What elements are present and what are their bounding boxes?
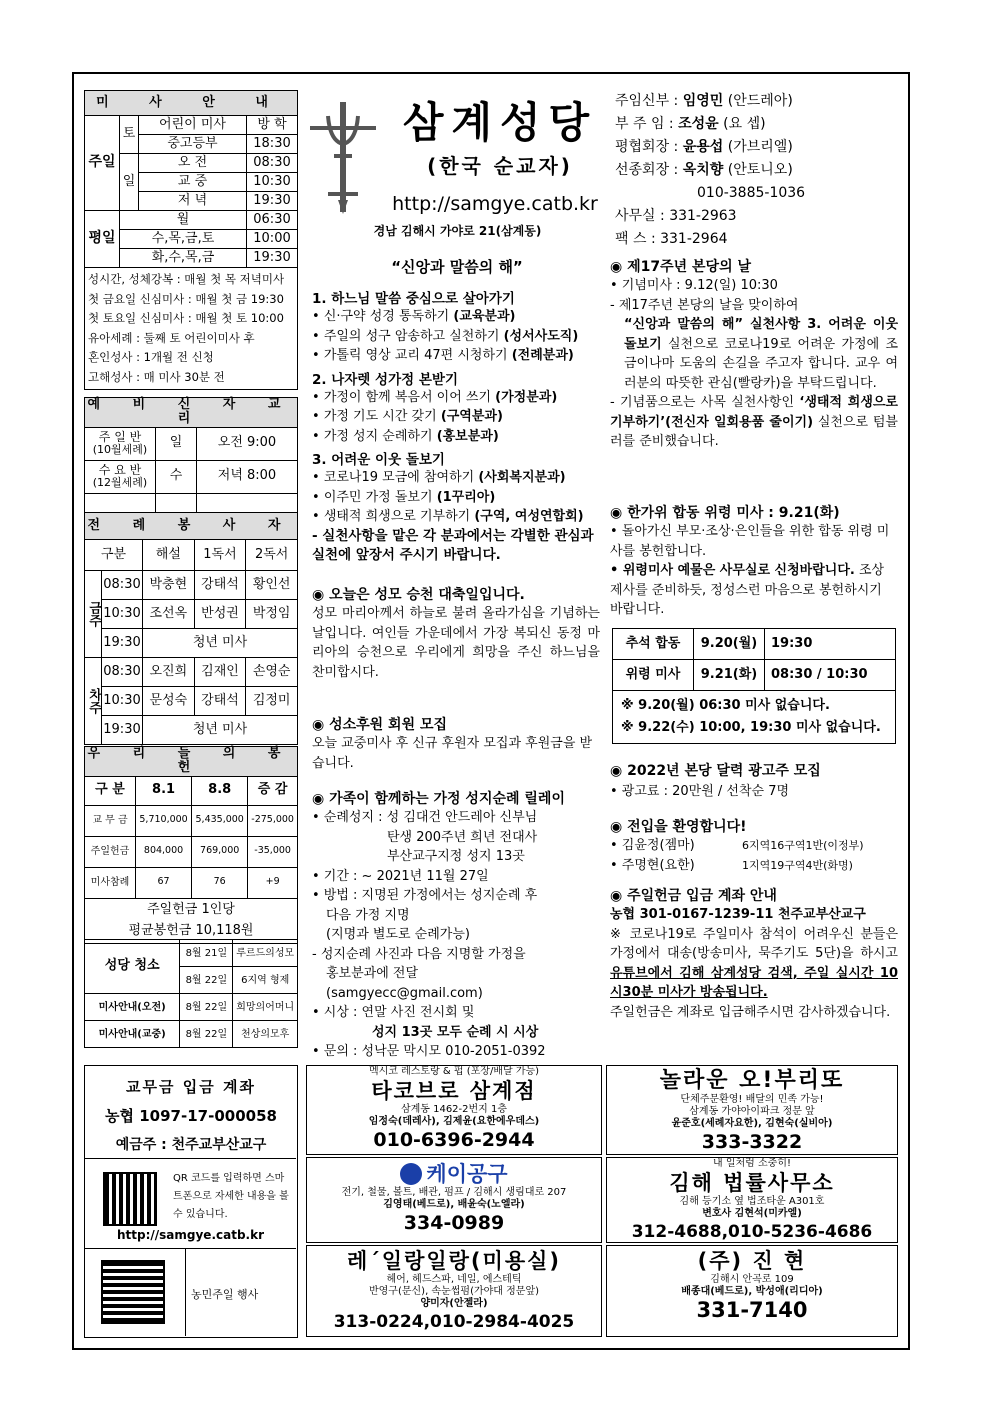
staff-row: 주임신부 : 임영민 (안드레아) (615, 93, 793, 109)
chuseok-section: ◉ 한가위 합동 위령 미사 : 9.21(화) • 돌아가신 부모·조상·은인들을 위한 합동 위령 미사를 봉헌합니다. • 위령미사 예물은 사무실로 신청바랍니다. 조상 제사를 준비하듯, 정성스런 마음으로 봉헌하시기 바랍니다. (610, 505, 890, 617)
qr2-text: 농민주일 행사 (191, 1288, 259, 1301)
leader-phone: 010-3885-1036 (697, 185, 806, 201)
ad-ylang: 레´일랑일랑(미용실) 헤어, 헤드스파, 네일, 에스테틱 반영구(문신), 속눈썹펌(가야대 정문앞) 양미자(안젤라) 313-0224,010-2984-4025 (306, 1245, 602, 1337)
fax: 팩 스 : 331-2964 (615, 231, 728, 247)
welcome-section: ◉ 전입을 환영합니다! • 김윤정(젬마) 6지역16구역1반(이정부) • 주명현(요한) 1지역19구역4반(화명) (610, 819, 864, 873)
church-subtitle: (한국 순교자) (427, 154, 573, 178)
sponsor-section: ◉ 성소후원 회원 모집 오늘 교중미사 후 신규 후원자 모집과 후원금을 받습니다. (312, 717, 593, 771)
ad-keigonggu: 케이공구 전기, 철물, 볼트, 배관, 펌프 / 김해시 생림대로 207 김영태(베드로), 배윤숙(노엘라) 334-0989 (306, 1157, 602, 1243)
calendar-section: ◉ 2022년 본당 달력 광고주 모집 • 광고료 : 20만원 / 선착순 7명 (610, 763, 821, 799)
church-address: 경남 김해시 가야로 21(삼계동) (373, 224, 542, 238)
pilgrimage-section: ◉ 가족이 함께하는 가정 성지순례 릴레이 • 순례성지 : 성 김대건 안드레아 신부님 탄생 200주년 희년 전대사 부산교구지정 성지 13곳 • 기간 : ~ 2021년 11월 27일 • 방법 : 지명된 가정에서는 성지순례 후 다음 가정 지명 (지명과 별도로 순례가능) - 성지순례 사진과 다음 지명할 가정을 홍보분과에 전달 (samgyecc@gmail.com) • 시상 : 연말 사진 전시회 및 성지 13곳 모두 순례 시 시상 • 문의 : 성낙문 막시모 010-2051-0392 (312, 791, 565, 1059)
qr-code-2-icon[interactable] (103, 1262, 163, 1322)
donation-holder: 예금주 : 천주교부산교구 (115, 1137, 267, 1153)
staff-row: 평협회장 : 윤용섭 (가브리엘) (615, 139, 793, 155)
mass-schedule-table: 미 사 안 내 주일 토 어린이 미사 방 학 중고등부 18:30 일 오 전 08:30 교 중 10:30 저 녁 19:30 평일 월 06:30 수,목,금,토 10:00 화,수,목,금 19:30 성시간, 성체강복 : 매월 첫 목 저녁미사 첫 금요일 신심미사 : 매월 첫 금 19:30 첫 토요일 신심미사 : 매월 첫 토 10:00 유아세례 : 둘째 토 어린이미사 후 혼인성사 : 1개월 전 신청 고해성사 : 매 미사 30분 전 (84, 90, 298, 390)
mass-title: 미 사 안 내 (85, 91, 298, 116)
catechumen-table: 예 비 신 자 교 리 주 일 반 (10월세례) 일 오전 9:00 수 요 반 (12월세례) 수 저녁 8:00 (84, 397, 298, 521)
staff-row: 부 주 임 : 조성윤 (요 셉) (615, 116, 766, 132)
qr-url: http://samgye.catb.kr (116, 1228, 265, 1242)
donation-box (84, 1065, 298, 1338)
ad-jinhyun: (주) 진 현 김해시 안곡로 109 배종대(베드로), 박성애(리디아) 331-7140 (606, 1245, 898, 1337)
cross-logo-icon (308, 96, 378, 216)
assumption-section: ◉ 오늘은 성모 승천 대축일입니다. 성모 마리아께서 하늘로 불려 올라가심을 기념하는 날입니다. 여인들 가운데에서 가장 복되신 동정 마리아의 승천으로 우리에게 희망을 주신 하느님을 찬미합시다. (312, 587, 600, 680)
ad-law-office: 내 일처럼 소중히! 김해 법률사무소 김해 등기소 옆 법조타운 A301호 변호사 김현석(미카엘) 312-4688,010-5236-4686 (606, 1157, 898, 1243)
donation-account: 농협 1097-17-000058 (105, 1107, 277, 1125)
cleaning-table: 성당 청소 8월 21일 루르드의성모 8월 22일 6지역 형제 미사안내(오전) 8월 22일 희망의어머니 미사안내(교중) 8월 22일 천상의모후 (84, 939, 298, 1048)
ad-burrito: 놀라운 오!부리또 단체주문환영! 배달의 민족 가능! 삼계동 가야아이파크 정문 앞 윤준호(세례자요한), 김현숙(실비아) 333-3322 (606, 1065, 898, 1155)
anniversary-section: ◉ 제17주년 본당의 날 • 기념미사 : 9.12(일) 10:30 - 제17주년 본당의 날을 맞이하여 “신앙과 말씀의 해” 실천사항 3. 어려운 이웃 돌보기 실천으로 코로나19로 어려운 가정에 조금이나마 도움의 손길을 주고자 합니다. 교우 여러분의 따뜻한 관심(빨랑카)을 부탁드립니다. - 기념품으로는 사목 실천사항인 ‘생태적 희생으로 기부하기’(전신자 일회용품 줄이기) 실천으로 텀블러를 준비했습니다. (610, 259, 898, 449)
qr-code-icon[interactable] (105, 1174, 155, 1224)
chuseok-table: 추석 합동 9.20(월) 19:30 위령 미사 9.21(화) 08:30 / 10:30 ※ 9.20(월) 06:30 미사 없습니다. ※ 9.22(수) 10:00, 19:30 미사 없습니다. (612, 628, 896, 744)
theme-title: “신앙과 말씀의 해” (391, 258, 523, 276)
servers-table: 전 례 봉 사 자 구분 해설 1독서 2독서 금주 08:30 박충현 강태석 황인선 10:30 조선옥 반성권 박정임 19:30 청년 미사 차주 08:30 오진희 김재인 손영순 10:30 문성숙 강태석 김정미 19:30 청년 미사 (84, 512, 298, 745)
qr-text: QR 코드를 입력하면 스마트폰으로 자세한 내용을 볼 수 있습니다. (173, 1173, 289, 1220)
mass-notes: 성시간, 성체강복 : 매월 첫 목 저녁미사 첫 금요일 신심미사 : 매월 첫 금 19:30 첫 토요일 신심미사 : 매월 첫 토 10:00 유아세례 : 둘째 토 어린이미사 후 혼인성사 : 1개월 전 신청 고해성사 : 매 미사 30분 전 (88, 272, 285, 384)
staff-list (615, 90, 905, 251)
church-name: 삼계성당 (402, 98, 598, 147)
church-url[interactable]: http://samgye.catb.kr (392, 193, 598, 215)
offering-table: 우 리 들 의 봉 헌 구 분 8.1 8.8 증 감 교 무 금 5,710,000 5,435,000 -275,000 주일헌금 804,000 769,000 -35,000 미사참례 67 76 +9 주일헌금 1인당 평균봉헌금 10,118원 (84, 746, 298, 944)
staff-row: 선종회장 : 옥치향 (안토니오) (615, 162, 793, 178)
office-phone: 사무실 : 331-2963 (615, 208, 737, 224)
donation-title: 교무금 입금 계좌 (126, 1078, 256, 1096)
ad-tacobro: 멕시코 레스토랑 & 펍 (포장/배달 가능) 타코브로 삼계점 삼계동 1462-2번지 1층 임정숙(데레사), 김제윤(요한에우데스) 010-6396-2944 (306, 1065, 602, 1155)
account-section: ◉ 주일헌금 입금 계좌 안내 농협 301-0167-1239-11 천주교부산교구 ※ 코로나19로 주일미사 참석이 어려우신 분들은 가정에서 대송(방송미사, 묵주기도 5단)을 하시고 유튜브에서 김해 삼계성당 검색, 주일 실시간 10시30분 미사가 방송됩니다. 주일헌금은 계좌로 입금해주시면 감사하겠습니다. (610, 888, 898, 1020)
planet-logo-icon (400, 1163, 422, 1185)
theme-section: “신앙과 말씀의 해” 1. 하느님 말씀 중심으로 살아가기 • 신·구약 성경 통독하기 (교육분과) • 주일의 성구 암송하고 실천하기 (성서사도직) • 가톨릭 영상 교리 47편 시청하기 (전례분과) 2. 나자렛 성가정 본받기 • 가정이 함께 복음서 이어 쓰기 (가정분과) • 가정 기도 시간 갖기 (구역분과) • 가정 성지 순례하기 (홍보분과) 3. 어려운 이웃 돌보기 • 코로나19 모금에 참여하기 (사회복지분과) • 이주민 가정 돌보기 (1꾸리아) • 생태적 희생으로 기부하기 (구역, 여성연합회) - 실천사항을 맡은 각 분과에서는 각별한 관심과 실천에 앞장서 주시기 바랍니다. (312, 256, 602, 566)
